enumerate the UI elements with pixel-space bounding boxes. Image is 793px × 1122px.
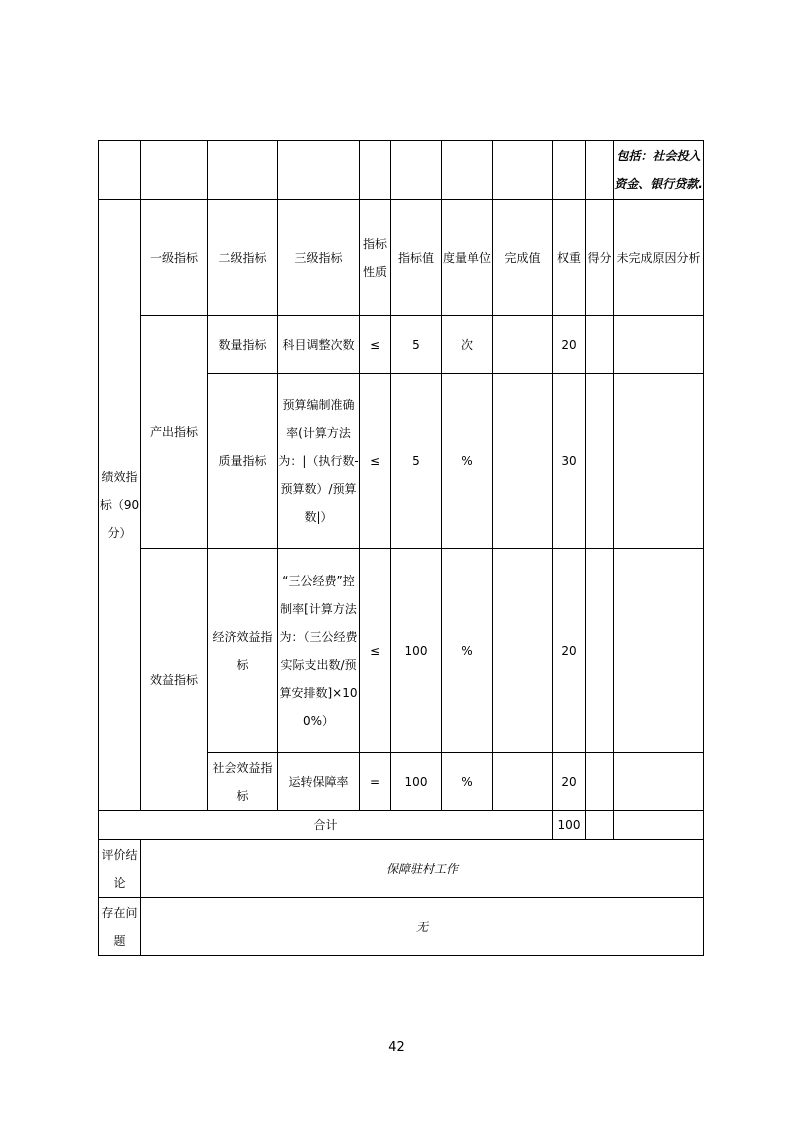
top-cell (391, 141, 442, 200)
top-cell (553, 141, 586, 200)
total-row (99, 811, 704, 840)
problems-value: 无 (141, 898, 704, 956)
top-cell (493, 141, 553, 200)
unit-cell: % (442, 549, 493, 753)
weight-cell: 30 (553, 374, 586, 549)
top-cell (208, 141, 278, 200)
actual-cell (493, 549, 553, 753)
level2-cell: 质量指标 (208, 374, 278, 549)
table-row (99, 316, 704, 374)
unit-cell: % (442, 753, 493, 811)
level3-cell: 预算编制准确率(计算方法为：|（执行数-预算数）/预算数|） (278, 374, 360, 549)
nature-cell: ≤ (360, 549, 391, 753)
total-weight: 100 (553, 811, 586, 840)
weight-cell: 20 (553, 753, 586, 811)
weight-cell: 20 (553, 316, 586, 374)
performance-table (98, 140, 704, 956)
header-nature: 指标性质 (360, 200, 391, 316)
unit-cell: 次 (442, 316, 493, 374)
level3-cell: “三公经费”控制率[计算方法为：（三公经费实际支出数/预算安排数]×100%） (278, 549, 360, 753)
header-level2: 二级指标 (208, 200, 278, 316)
level2-cell: 社会效益指标 (208, 753, 278, 811)
conclusion-row (99, 840, 704, 898)
weight-cell: 20 (553, 549, 586, 753)
header-level3: 三级指标 (278, 200, 360, 316)
total-label: 合计 (99, 811, 553, 840)
category-cell (99, 200, 141, 811)
header-level1: 一级指标 (141, 200, 208, 316)
header-row (99, 200, 704, 316)
level2-cell: 数量指标 (208, 316, 278, 374)
nature-cell: = (360, 753, 391, 811)
top-cell (141, 141, 208, 200)
total-reason (614, 811, 704, 840)
unit-cell: % (442, 374, 493, 549)
reason-cell (614, 316, 704, 374)
top-cell (586, 141, 614, 200)
header-weight: 权重 (553, 200, 586, 316)
top-cell (442, 141, 493, 200)
nature-cell: ≤ (360, 316, 391, 374)
top-row (99, 141, 704, 200)
problems-label: 存在问题 (99, 898, 141, 956)
group-output: 产出指标 (141, 316, 208, 549)
top-cell (278, 141, 360, 200)
score-cell (586, 316, 614, 374)
table-row (99, 549, 704, 753)
score-cell (586, 374, 614, 549)
level3-cell: 科目调整次数 (278, 316, 360, 374)
category-label: 绩效指标（90分） (99, 470, 140, 540)
funding-note: 包括：社会投入资金、银行贷款. (614, 141, 704, 200)
problems-row (99, 898, 704, 956)
group-benefit: 效益指标 (141, 549, 208, 811)
level3-cell: 运转保障率 (278, 753, 360, 811)
actual-cell (493, 753, 553, 811)
level2-cell: 经济效益指标 (208, 549, 278, 753)
top-cell (360, 141, 391, 200)
actual-cell (493, 316, 553, 374)
reason-cell (614, 374, 704, 549)
value-cell: 100 (391, 549, 442, 753)
header-unit: 度量单位 (442, 200, 493, 316)
total-score (586, 811, 614, 840)
nature-cell: ≤ (360, 374, 391, 549)
page-number: 42 (388, 1040, 405, 1055)
reason-cell (614, 549, 704, 753)
header-reason: 未完成原因分析 (614, 200, 704, 316)
score-cell (586, 549, 614, 753)
header-score: 得分 (586, 200, 614, 316)
header-value: 指标值 (391, 200, 442, 316)
top-cell (99, 141, 141, 200)
header-actual: 完成值 (493, 200, 553, 316)
actual-cell (493, 374, 553, 549)
value-cell: 100 (391, 753, 442, 811)
value-cell: 5 (391, 374, 442, 549)
reason-cell (614, 753, 704, 811)
conclusion-value: 保障驻村工作 (141, 840, 704, 898)
value-cell: 5 (391, 316, 442, 374)
score-cell (586, 753, 614, 811)
conclusion-label: 评价结论 (99, 840, 141, 898)
